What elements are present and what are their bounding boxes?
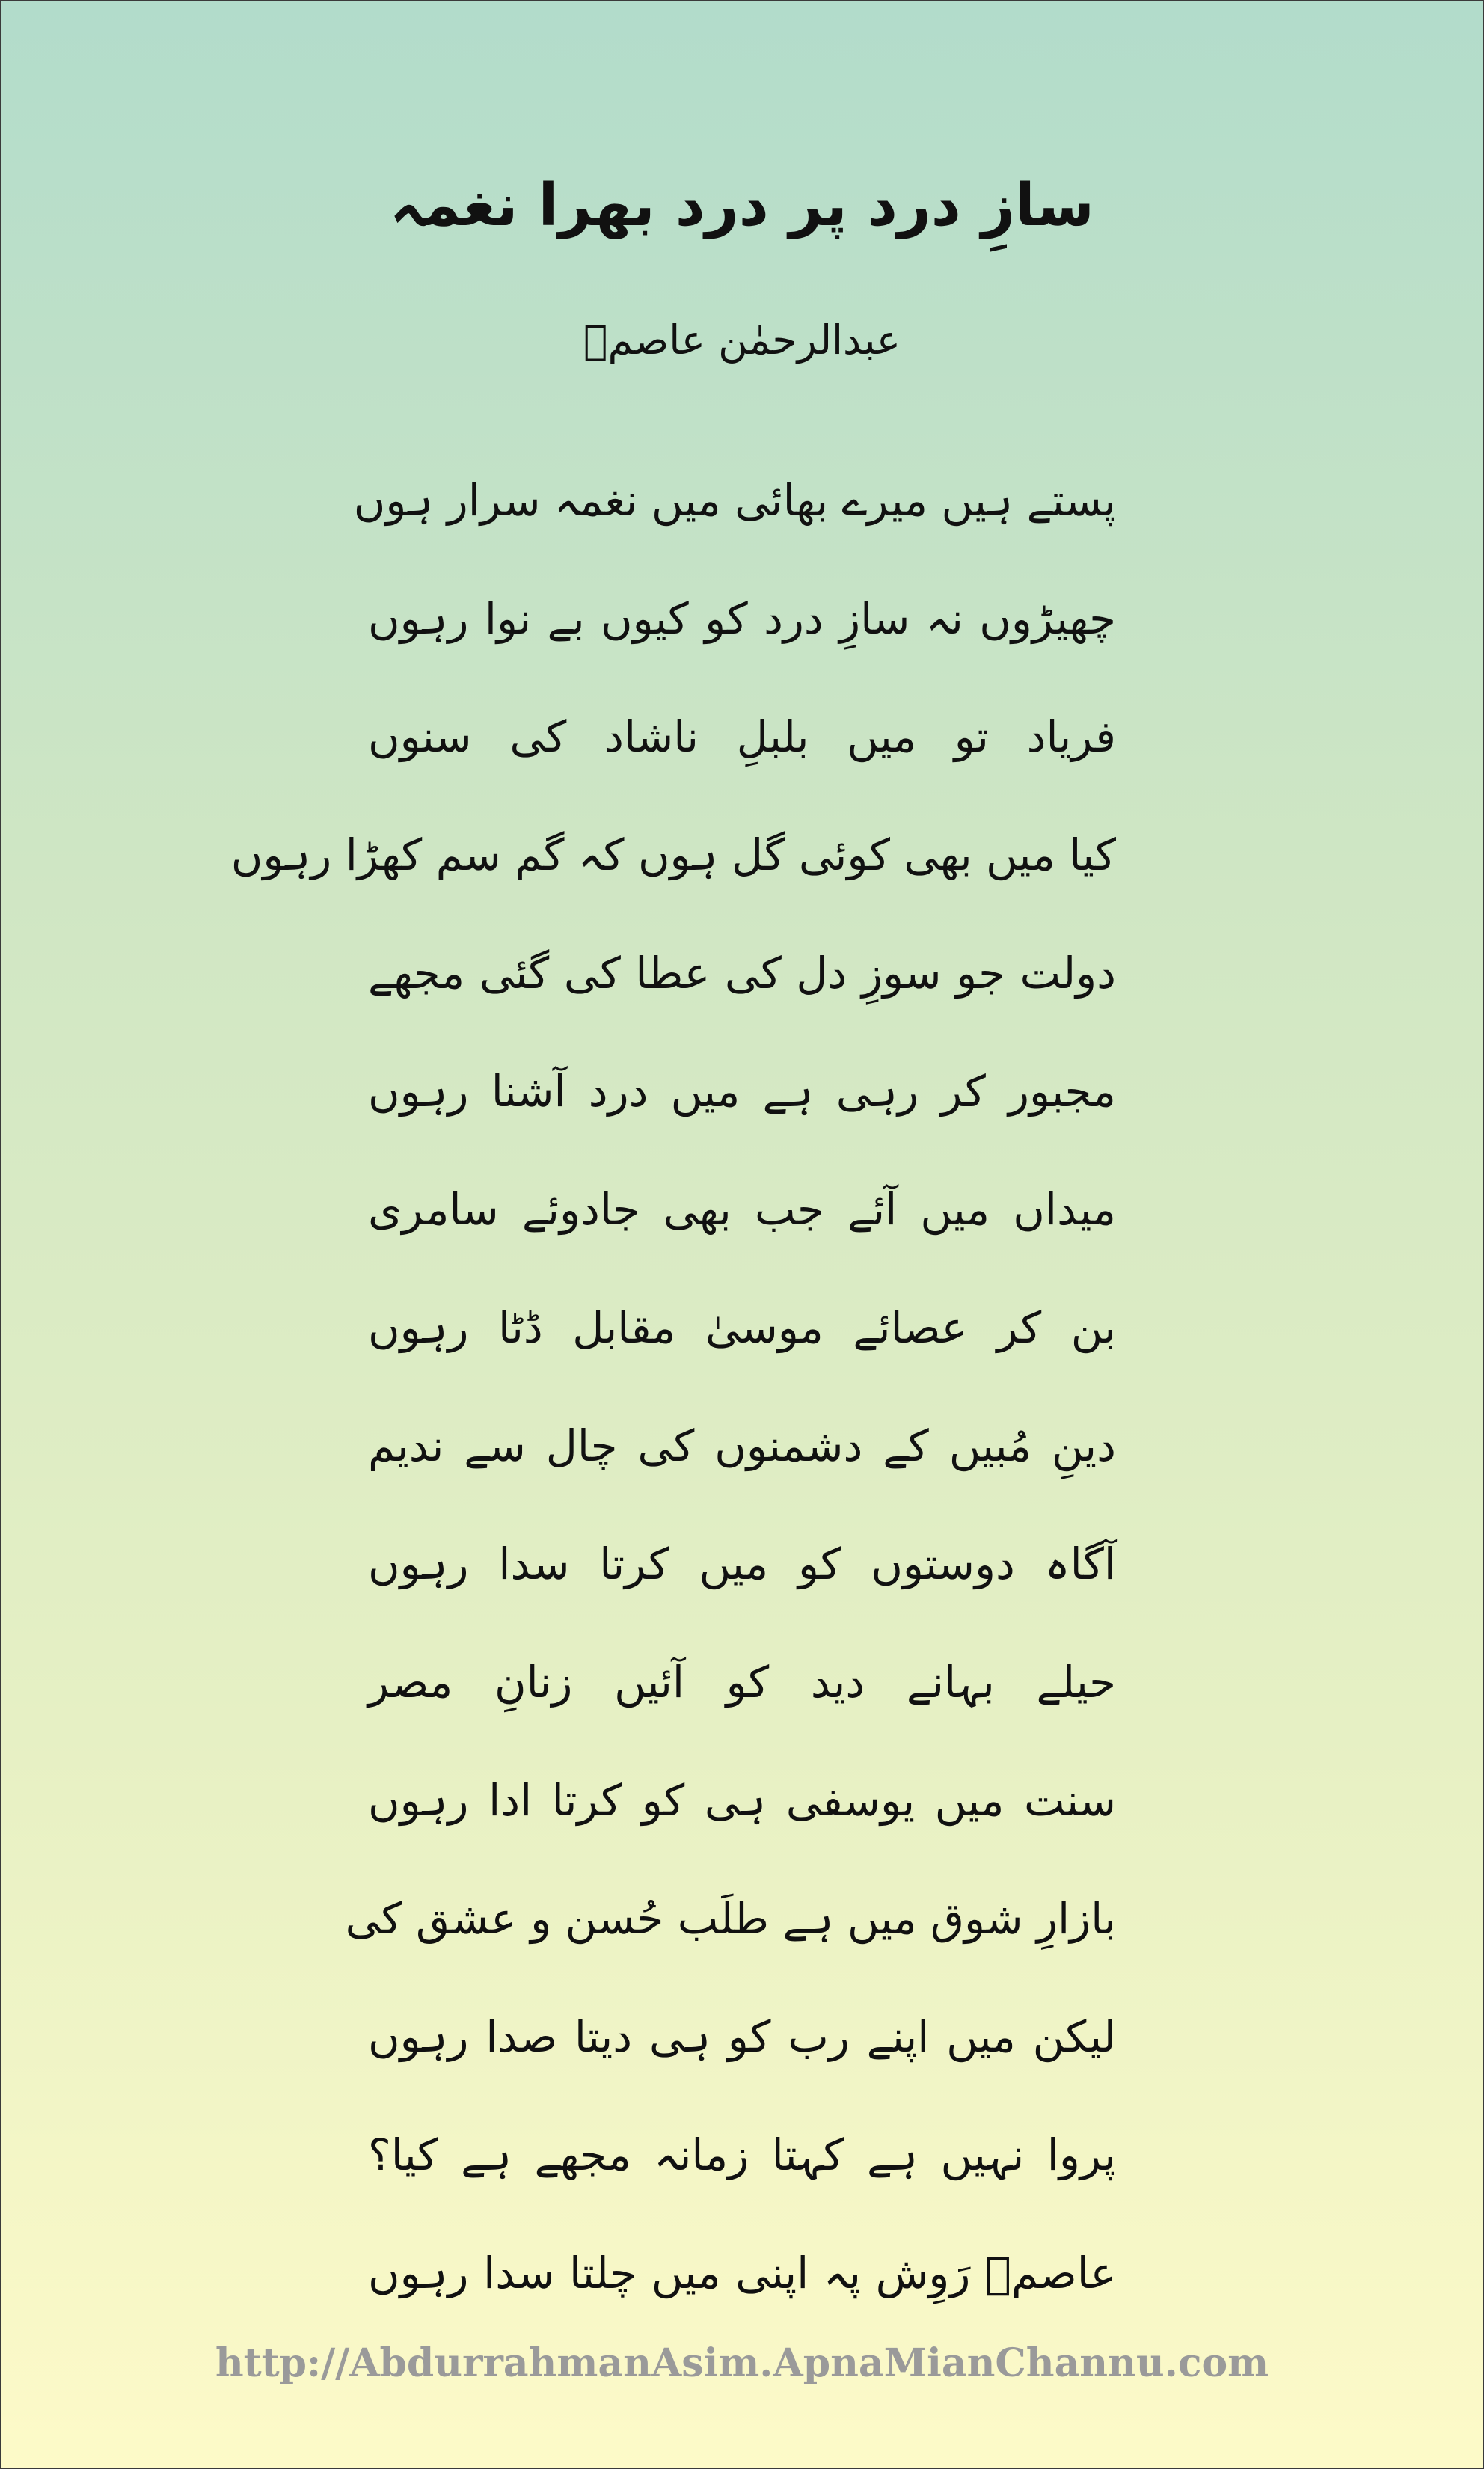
poem-line-6: مجبور کر رہی ہے میں درد آشنا رہوں: [368, 1066, 1116, 1117]
poem-line-16: عاصمؔ رَوِش پہ اپنی میں چلتا سدا رہوں: [368, 2248, 1116, 2298]
poem-line-7: میداں میں آئے جب بھی جادوئے سامری: [368, 1184, 1116, 1235]
poem-line-1: پستے ہیں میرے بھائی میں نغمہ سرار ہوں: [353, 475, 1116, 526]
poem-body: [230, 441, 1116, 2332]
poet-name: عبدالرحمٰن عاصمؔ: [583, 316, 901, 364]
website-url: http://AbdurrahmanAsim.ApnaMianChannu.com: [215, 2340, 1269, 2386]
poem-line-8: بن کر عصائے موسیٰ مقابل ڈٹا رہوں: [368, 1302, 1116, 1353]
poem-title: سازِ درد پر درد بھرا نغمہ: [390, 172, 1094, 239]
poem-line-4: کیا میں بھی کوئی گل ہوں کہ گم سم کھڑا رہوں: [230, 829, 1116, 880]
poem-line-2: چھیڑوں نہ سازِ درد کو کیوں بے نوا رہوں: [368, 593, 1116, 644]
poem-line-11: حیلے بہانے دید کو آئیں زنانِ مصر: [368, 1657, 1116, 1708]
poem-line-9: دینِ مُبیں کے دشمنوں کی چال سے ندیم: [368, 1420, 1116, 1471]
poem-line-5: دولت جو سوزِ دل کی عطا کی گئی مجھے: [368, 948, 1116, 999]
poem-line-13: بازارِ شوق میں ہے طلَب حُسن و عشق کی: [345, 1893, 1116, 1944]
poem-line-10: آگاہ دوستوں کو میں کرتا سدا رہوں: [368, 1539, 1116, 1589]
poem-line-12: سنت میں یوسفی ہی کو کرتا ادا رہوں: [368, 1775, 1116, 1826]
poem-line-14: لیکن میں اپنے رب کو ہی دیتا صدا رہوں: [368, 2011, 1116, 2062]
poem-line-3: فریاد تو میں بلبلِ ناشاد کی سنوں: [368, 711, 1116, 762]
poem-line-15: پروا نہیں ہے کہتا زمانہ مجھے ہے کیا؟: [368, 2129, 1116, 2180]
